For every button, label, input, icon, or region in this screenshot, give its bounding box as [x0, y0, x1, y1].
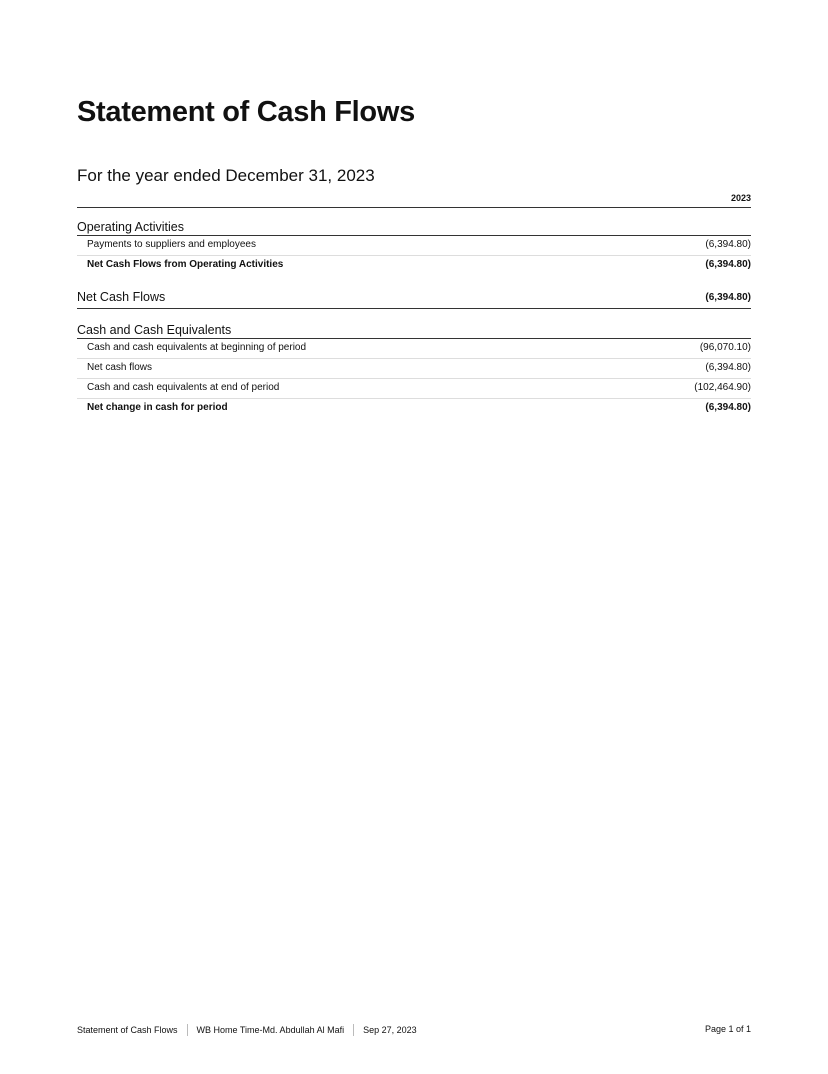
row-label: Payments to suppliers and employees [87, 239, 256, 250]
footer-divider [187, 1024, 188, 1036]
net-cash-flows-label: Net Cash Flows [77, 290, 166, 304]
section-title-cash-equivalents: Cash and Cash Equivalents [77, 322, 751, 339]
cash-equivalents-section [77, 322, 751, 418]
page-title: Statement of Cash Flows [77, 96, 415, 128]
footer-report-name: Statement of Cash Flows [77, 1025, 178, 1035]
row-value: (102,464.90) [694, 382, 751, 393]
table-row-total [77, 256, 751, 275]
row-label: Net change in cash for period [87, 402, 228, 413]
column-header-row [77, 191, 751, 208]
row-value: (6,394.80) [705, 239, 751, 250]
row-label: Cash and cash equivalents at end of period [87, 382, 280, 393]
row-label: Cash and cash equivalents at beginning of period [87, 342, 307, 353]
section-title-operating: Operating Activities [77, 219, 751, 236]
table-row [77, 359, 751, 379]
table-row-total [77, 399, 751, 418]
table-row [77, 379, 751, 399]
footer-organization: WB Home Time-Md. Abdullah Al Mafi [196, 1025, 345, 1035]
table-row [77, 236, 751, 256]
table-row [77, 339, 751, 359]
footer-info [77, 1024, 417, 1036]
row-value: (6,394.80) [705, 402, 751, 413]
net-cash-flows-value: (6,394.80) [705, 292, 751, 303]
row-value: (96,070.10) [699, 342, 751, 353]
net-cash-flows-row [77, 288, 751, 309]
footer-divider [353, 1024, 354, 1036]
operating-activities-section [77, 219, 751, 275]
page-footer [77, 1024, 751, 1038]
row-value: (6,394.80) [705, 259, 751, 270]
footer-date: Sep 27, 2023 [363, 1025, 417, 1035]
column-header-year: 2023 [730, 193, 751, 203]
footer-page-number: Page 1 of 1 [704, 1024, 751, 1034]
row-label: Net cash flows [87, 362, 153, 373]
report-period-subtitle: For the year ended December 31, 2023 [77, 166, 375, 185]
row-value: (6,394.80) [705, 362, 751, 373]
row-label: Net Cash Flows from Operating Activities [87, 259, 284, 270]
